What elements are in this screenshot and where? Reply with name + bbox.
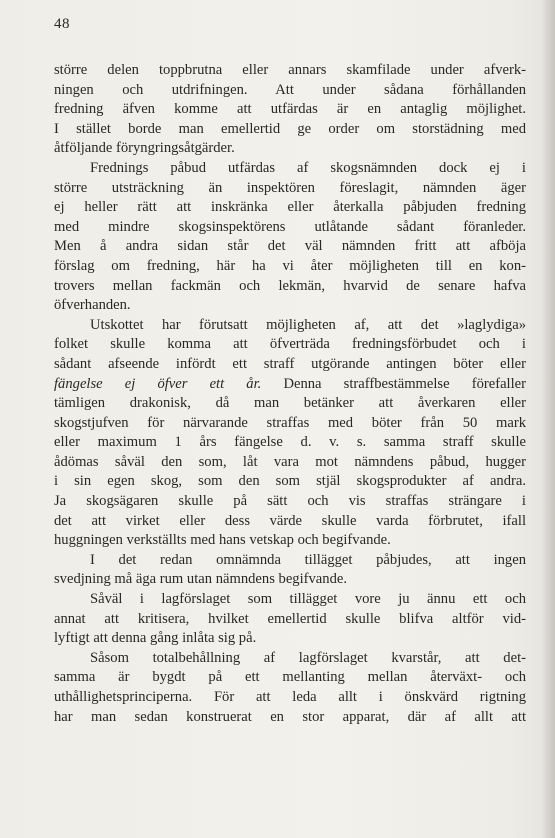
text-line: eller maximum 1 års fängelse d. v. s. samma straff skulle xyxy=(54,434,526,451)
text-line: större utsträckning än inspektören föreslagit, nämnden äger xyxy=(54,179,526,196)
text-line: trovers mellan fackmän och lekmän, hvarvid de senare hafva xyxy=(54,277,526,294)
text-line xyxy=(54,375,526,395)
text-line: Utskottet har förutsatt möjligheten af, att det »laglydiga» xyxy=(90,316,526,333)
text-line: ningen och utdrifningen. Att under sådana förhållanden xyxy=(54,81,526,98)
text-line: annat att kritisera, hvilket emellertid skulle blifva altför vid- xyxy=(54,610,526,627)
text-line: fredning äfven komme att utfärdas är en antaglig möjlighet. xyxy=(54,101,526,118)
text-line: i sin egen skog, som den som stjäl skogsprodukter af andra. xyxy=(54,473,526,490)
text-line: ådömas såväl den som, låt vara mot nämndens påbud, hugger xyxy=(54,453,526,470)
text-line: Frednings påbud utfärdas af skogsnämnden dock ej i xyxy=(90,159,526,176)
text-line: större delen toppbrutna eller annars skamfilade under afverk- xyxy=(54,62,526,78)
text-line: Såväl i lagförslaget som tillägget vore ju ännu ett och xyxy=(90,591,526,608)
text-line: med mindre skogsinspektörens utlåtande sådant föranleder. xyxy=(54,218,526,235)
text-line: samma är bygdt på ett mellanting mellan återväxt- och xyxy=(54,669,526,686)
text-line: tämligen drakonisk, då man betänker att åverkaren eller xyxy=(54,395,526,412)
text-line: skogstjufven för närvarande straffas med böter från 50 mark xyxy=(54,414,526,431)
italic-phrase: fängelse ej öfver ett år. xyxy=(54,375,262,392)
text-line: uthållighetsprinciperna. För att leda allt i önskvärd rigtning xyxy=(54,689,526,705)
text-line: har man sedan konstruerat en stor apparat, där af allt att xyxy=(54,708,526,725)
text-run: Denna straffbestämmelse förefaller xyxy=(261,375,526,392)
text-line: Såsom totalbehållning af lagförslaget kvarstår, att det- xyxy=(90,649,526,666)
body-text xyxy=(54,61,526,727)
text-line: svedjning må äga rum utan nämndens begifvande. xyxy=(54,571,348,588)
text-line: Ja skogsägaren skulle på sätt och vis straffas strängare i xyxy=(54,493,526,510)
text-line: huggningen verkställts med hans vetskap och begifvande. xyxy=(54,532,391,549)
text-line: I stället borde man emellertid ge order om storstädning med xyxy=(54,120,526,137)
text-line: sådant afseende infördt ett straff utgörande antingen böter eller xyxy=(54,355,526,372)
text-line: I det redan omnämnda tillägget påbjudes, att ingen xyxy=(90,551,526,568)
text-line: ej heller rätt att inskränka eller återkalla påbjuden fredning xyxy=(54,199,526,216)
page-edge-shadow xyxy=(541,0,555,838)
text-line: folket skulle komma att öfverträda fredningsförbudet och i xyxy=(54,336,526,353)
text-line: Men å andra sidan står det väl nämnden fritt att afböja xyxy=(54,238,526,255)
text-line: förslag om fredning, här ha vi åter möjligheten till en kon- xyxy=(54,257,526,274)
text-line: lyftigt att denna gång inlåta sig på. xyxy=(54,630,257,647)
page-number: 48 xyxy=(54,16,70,32)
text-line: åtföljande föryngringsåtgärder. xyxy=(54,140,235,157)
text-line: öfverhanden. xyxy=(54,297,131,314)
text-line: det att virket eller dess värde skulle varda förbrutet, ifall xyxy=(54,512,526,529)
